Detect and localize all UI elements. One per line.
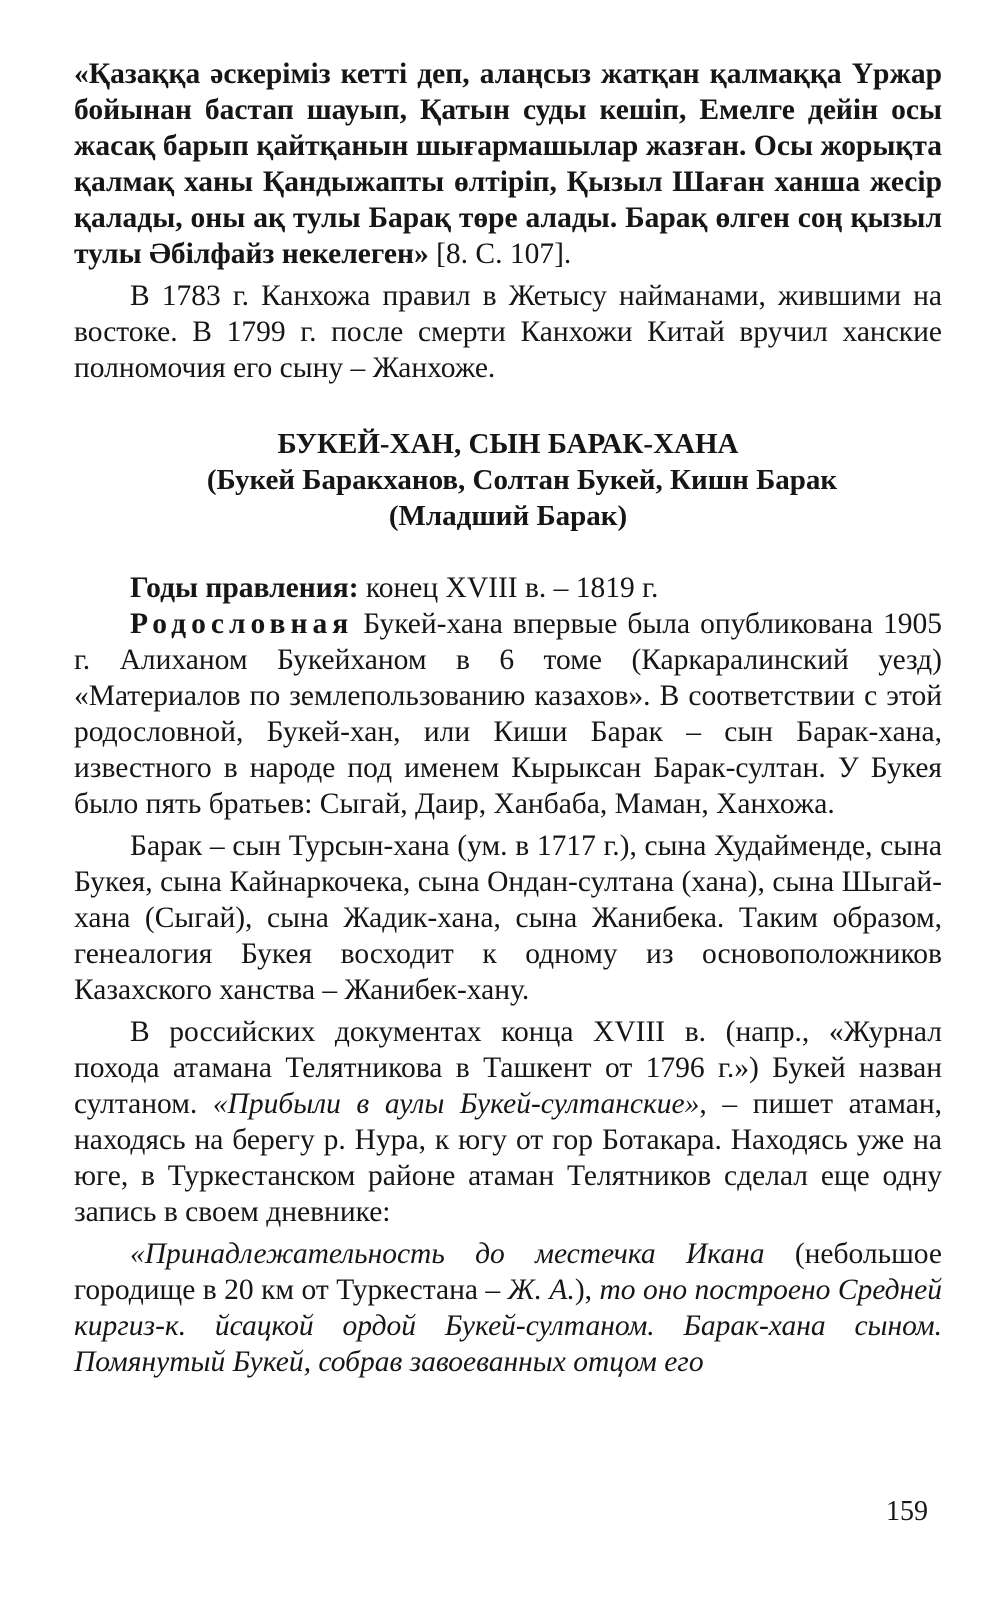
- paragraph-barak: Барак – сын Турсын-хана (ум. в 1717 г.), сына Худайменде, сына Букея, сына Кайнаркочека, сына Ондан-султана (хана), сына Шыгай-хана (Сыгай), сына Жадик-хана, сына Жанибека. Таким образом, генеалогия Букея восходит к одному из основоположников Казахского ханства – Жанибек-хану.: [74, 830, 942, 1006]
- paragraph-1783: В 1783 г. Канхожа правил в Жетысу найманами, жившими на востоке. В 1799 г. после смерти Канхожи Китай вручил ханские полномочия его сыну – Жанхоже.: [74, 280, 942, 384]
- genealogy-lead: Родословная: [130, 608, 354, 640]
- reign-years: [74, 570, 942, 606]
- heading-line-1: БУКЕЙ-ХАН, СЫН БАРАК-ХАНА: [277, 428, 739, 460]
- heading-line-3: (Младший Барак): [388, 500, 628, 532]
- document-page: [74, 56, 942, 1380]
- docs-text-a: В российских документах конца XVIII в. (напр., «Журнал похода атамана Телятникова в Ташкент от 1796 г.») Букей назван султаном.: [74, 1016, 942, 1120]
- heading-line-2: (Букей Баракханов, Солтан Букей, Кишн Барак: [206, 464, 838, 496]
- quote-part-a: «Принадлежательность до местечка Икана: [130, 1238, 765, 1270]
- quote-part-d: ),: [574, 1274, 600, 1306]
- reign-value: конец XVIII в. – 1819 г.: [358, 572, 659, 604]
- docs-quote: «Прибыли в аулы Букей-султанские»: [212, 1088, 700, 1120]
- quote-part-b: (небольшое городище в 20 км от Туркестана –: [74, 1238, 942, 1306]
- docs-text-c: , – пишет атаман, находясь на берегу р. Нура, к югу от гор Ботакара. Находясь уже на юге, в Туркестанском районе атаман Телятников сделал еще одну запись в своем дневнике:: [74, 1088, 942, 1228]
- section-heading: [74, 426, 942, 534]
- kazakh-quote-reference: [8. С. 107].: [428, 238, 572, 270]
- paragraph-diary-quote: [74, 1236, 942, 1380]
- quote-part-e: то оно построено Средней киргиз-к. йсацкой ордой Букей-султаном. Барак-хана сыном. Помянутый Букей, собрав завоеванных отцом его: [74, 1274, 943, 1378]
- reign-label: Годы правления:: [130, 572, 359, 604]
- paragraph-genealogy: [74, 606, 942, 822]
- page-number: 159: [886, 1496, 928, 1527]
- kazakh-quote-text: «Қазаққа әскеріміз кетті деп, алаңсыз жатқан қалмаққа Үржар бойынан бастап шауып, Қатын суды кешіп, Емелге дейін осы жасақ барып қайтқанын шығармашылар жазған. Осы жорықта қалмақ ханы Қандыжапты өлтіріп, Қызыл Шаған ханша жесір қалады, оны ақ тулы Барақ төре алады. Барақ өлген соң қызыл тулы Әбілфайз некелеген»: [74, 58, 942, 270]
- genealogy-text: Букей-хана впервые была опубликована 1905 г. Алиханом Букейханом в 6 томе (Каркаралинский уезд) «Материалов по землепользованию казахов». В соответствии с этой родословной, Букей-хан, или Киши Барак – сын Барак-хана, известного в народе под именем Кырыксан Барак-султан. У Букея было пять братьев: Сыгай, Даир, Ханбаба, Маман, Ханхожа.: [74, 608, 942, 820]
- paragraph-documents: [74, 1014, 942, 1230]
- quote-part-c: Ж. А.: [507, 1274, 575, 1306]
- kazakh-quote: [74, 56, 942, 272]
